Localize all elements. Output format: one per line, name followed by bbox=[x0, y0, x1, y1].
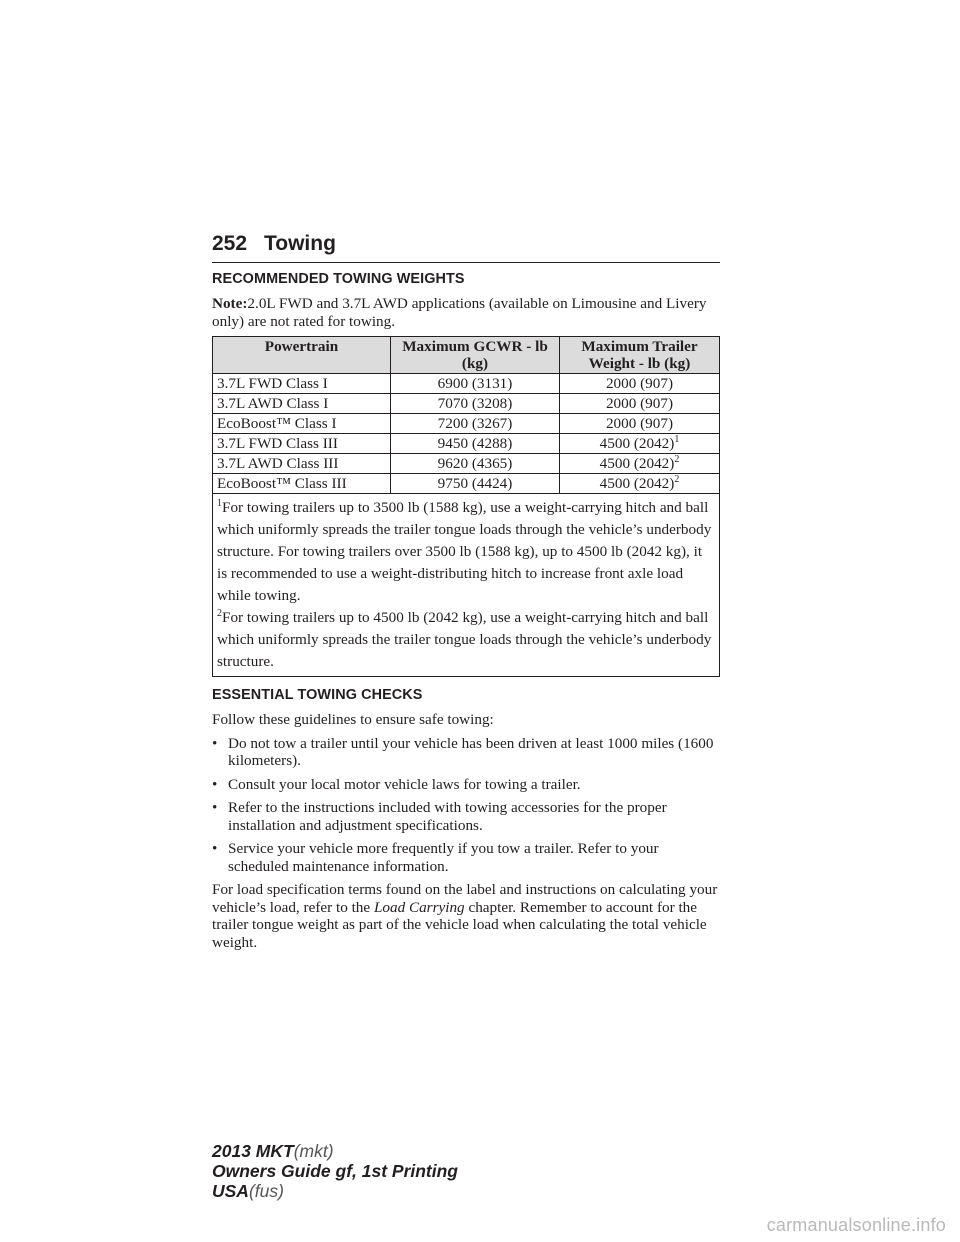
footnote-text: For towing trailers up to 3500 lb (1588 kg), use a weight-carrying hitch and ball which uniformly spreads the trailer tongue loads through the vehicle’s underbody structure. For towing trailers over 3500 lb (1588 kg), up to 4500 lb (2042 kg), it is recommended to use a weight-distributing hitch to increase front axle load while towing. bbox=[217, 499, 712, 604]
footer-model: 2013 MKT bbox=[212, 1141, 294, 1161]
watermark: carmanualsonline.info bbox=[766, 1215, 946, 1235]
cell-trailer-weight bbox=[560, 394, 720, 414]
footnote-1 bbox=[217, 497, 715, 607]
table-row bbox=[213, 474, 720, 494]
footer-line-2 bbox=[212, 1161, 458, 1181]
footer-guide: Owners Guide gf, 1st Printing bbox=[212, 1161, 458, 1181]
footer-line-1 bbox=[212, 1141, 458, 1161]
chapter-title: Towing bbox=[264, 232, 336, 255]
towing-weights-table bbox=[212, 336, 720, 677]
cell-gcwr: 7200 (3267) bbox=[391, 414, 560, 434]
footnote-2 bbox=[217, 607, 715, 673]
cell-trailer-weight bbox=[560, 434, 720, 454]
table-row bbox=[213, 414, 720, 434]
cell-gcwr: 6900 (3131) bbox=[391, 374, 560, 394]
footnote-text: For towing trailers up to 4500 lb (2042 kg), use a weight-carrying hitch and ball which uniformly spreads the trailer tongue loads through the vehicle’s underbody structure. bbox=[217, 609, 712, 670]
trailer-weight-value: 2000 (907) bbox=[605, 375, 674, 392]
cell-gcwr: 9620 (4365) bbox=[391, 454, 560, 474]
list-item-text: Service your vehicle more frequently if you tow a trailer. Refer to your scheduled maintenance information. bbox=[228, 840, 659, 875]
footnote-marker: 2 bbox=[674, 453, 680, 465]
trailer-weight-value: 4500 (2042) bbox=[599, 435, 675, 452]
footer-line-3 bbox=[212, 1181, 458, 1201]
note-paragraph bbox=[212, 295, 720, 330]
cell-powertrain: 3.7L AWD Class I bbox=[213, 394, 391, 414]
table-footnotes-row bbox=[213, 494, 720, 677]
checks-list bbox=[212, 735, 720, 876]
footer-region-code: (fus) bbox=[248, 1181, 284, 1201]
trailer-weight-value: 2000 (907) bbox=[605, 415, 674, 432]
cell-powertrain: 3.7L FWD Class III bbox=[213, 434, 391, 454]
closing-text-before: For load specification terms found on the label and instructions on calculating your vehicle’s load, refer to the bbox=[212, 881, 718, 916]
page-footer bbox=[212, 1141, 458, 1201]
cell-powertrain: 3.7L FWD Class I bbox=[213, 374, 391, 394]
bullet-icon: • bbox=[212, 840, 218, 857]
cell-powertrain: 3.7L AWD Class III bbox=[213, 454, 391, 474]
footnote-mark: 2 bbox=[217, 607, 222, 619]
list-item bbox=[212, 735, 720, 770]
table-header-row bbox=[213, 337, 720, 374]
cell-trailer-weight bbox=[560, 414, 720, 434]
checks-intro: Follow these guidelines to ensure safe towing: bbox=[212, 711, 494, 728]
table-footnotes bbox=[213, 494, 720, 677]
footnote-mark: 1 bbox=[217, 497, 222, 509]
cell-gcwr: 9450 (4288) bbox=[391, 434, 560, 454]
cell-trailer-weight bbox=[560, 374, 720, 394]
list-item-text: Consult your local motor vehicle laws for towing a trailer. bbox=[228, 775, 581, 793]
cell-trailer-weight bbox=[560, 454, 720, 474]
cell-trailer-weight bbox=[560, 474, 720, 494]
note-text: 2.0L FWD and 3.7L AWD applications (available on Limousine and Livery only) are not rated for towing. bbox=[212, 295, 707, 330]
trailer-weight-value: 2000 (907) bbox=[605, 395, 674, 412]
cell-gcwr: 7070 (3208) bbox=[391, 394, 560, 414]
list-item bbox=[212, 776, 720, 794]
closing-paragraph bbox=[212, 881, 720, 951]
note-label: Note: bbox=[212, 295, 248, 312]
cell-gcwr: 9750 (4424) bbox=[391, 474, 560, 494]
column-header-powertrain: Powertrain bbox=[213, 337, 391, 374]
list-item-text: Do not tow a trailer until your vehicle has been driven at least 1000 miles (1600 kilometers). bbox=[228, 734, 714, 769]
section-heading-towing-checks: ESSENTIAL TOWING CHECKS bbox=[212, 687, 423, 703]
bullet-icon: • bbox=[212, 734, 218, 752]
bullet-icon: • bbox=[212, 775, 218, 793]
list-item bbox=[212, 840, 720, 875]
closing-text-after: chapter. Remember to account for the trailer tongue weight as part of the vehicle load when calculating the total vehicle weight. bbox=[212, 898, 707, 951]
table-row bbox=[213, 434, 720, 454]
page-number: 252 bbox=[212, 232, 248, 255]
page-header bbox=[212, 230, 720, 263]
column-header-trailer-weight: Maximum Trailer Weight - lb (kg) bbox=[560, 337, 720, 374]
trailer-weight-value: 4500 (2042) bbox=[599, 475, 675, 492]
footnote-marker: 1 bbox=[674, 433, 680, 445]
cell-powertrain: EcoBoost™ Class I bbox=[213, 414, 391, 434]
list-item bbox=[212, 799, 720, 834]
footer-model-code: (mkt) bbox=[293, 1141, 334, 1161]
cell-powertrain: EcoBoost™ Class III bbox=[213, 474, 391, 494]
section-heading-towing-weights: RECOMMENDED TOWING WEIGHTS bbox=[212, 271, 465, 287]
table-row bbox=[213, 374, 720, 394]
page-content bbox=[212, 270, 720, 957]
footer-region: USA bbox=[212, 1181, 249, 1201]
bullet-icon: • bbox=[212, 799, 218, 816]
column-header-gcwr: Maximum GCWR - lb (kg) bbox=[391, 337, 560, 374]
table-row bbox=[213, 454, 720, 474]
chapter-reference: Load Carrying bbox=[373, 898, 465, 916]
footnote-marker: 2 bbox=[674, 473, 680, 485]
trailer-weight-value: 4500 (2042) bbox=[599, 455, 675, 472]
list-item-text: Refer to the instructions included with towing accessories for the proper installation and adjustment specifications. bbox=[228, 799, 667, 834]
table-row bbox=[213, 394, 720, 414]
